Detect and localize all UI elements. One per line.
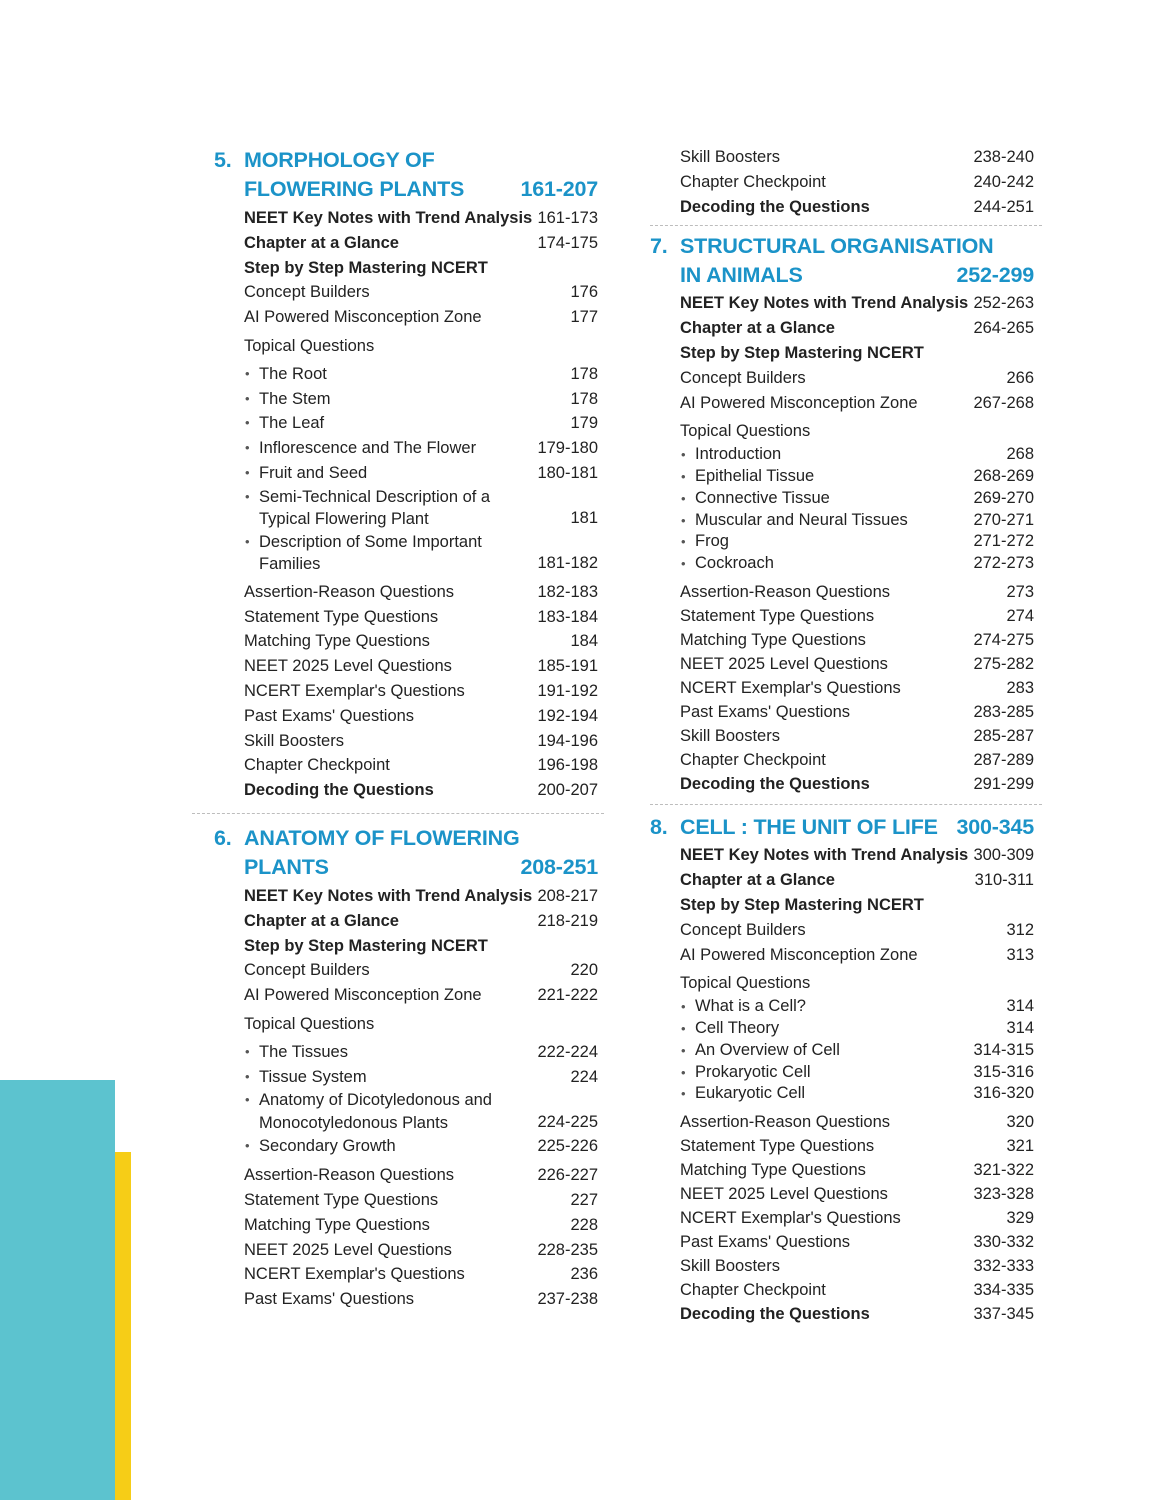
chapter-title-line: MORPHOLOGY OF — [244, 148, 435, 172]
toc-section-heading: Step by Step Mastering NCERT — [244, 936, 488, 955]
decorative-teal-bar — [0, 1080, 115, 1500]
toc-section-heading: Step by Step Mastering NCERT — [680, 896, 924, 915]
chapter-number: 5. — [214, 148, 232, 172]
toc-entry[interactable]: Skill Boosters 332-333 — [680, 1257, 1034, 1276]
toc-entry[interactable]: Skill Boosters 194-196 — [244, 731, 598, 750]
section-divider — [192, 813, 604, 814]
toc-entry[interactable]: Skill Boosters 285-287 — [680, 726, 1034, 745]
toc-bullet-entry[interactable]: • Epithelial Tissue 268-269 — [680, 466, 1040, 488]
chapter-title-line: CELL : THE UNIT OF LIFE — [680, 815, 938, 840]
toc-bullet-entry[interactable]: • Introduction 268 — [680, 444, 1040, 466]
toc-entry[interactable]: NCERT Exemplar's Questions 191-192 — [244, 681, 598, 700]
toc-entry[interactable]: Matching Type Questions 184 — [244, 632, 598, 651]
toc-entry[interactable]: Assertion-Reason Questions 320 — [680, 1113, 1034, 1132]
toc-bullet-entry[interactable]: • Cell Theory 314 — [680, 1018, 1040, 1040]
toc-bullet-entry[interactable]: • Secondary Growth 225-226 — [244, 1134, 604, 1159]
toc-entry[interactable]: Matching Type Questions 321-322 — [680, 1161, 1034, 1180]
chapter-page-range: 300-345 — [956, 815, 1034, 840]
toc-entry[interactable]: Statement Type Questions 321 — [680, 1137, 1034, 1156]
toc-bullet-entry[interactable]: • Muscular and Neural Tissues 270-271 — [680, 510, 1040, 532]
toc-bullet-entry[interactable]: • An Overview of Cell 314-315 — [680, 1040, 1040, 1062]
chapter-number: 7. — [650, 234, 668, 259]
toc-bullet-entry[interactable]: • Frog 271-272 — [680, 531, 1040, 553]
toc-entry[interactable]: Concept Builders 220 — [244, 961, 598, 980]
section-divider — [650, 804, 1042, 805]
toc-entry[interactable]: Chapter Checkpoint 240-242 — [680, 172, 1034, 191]
toc-section-heading: Topical Questions — [680, 422, 811, 441]
toc-entry[interactable]: Skill Boosters 238-240 — [680, 148, 1034, 166]
toc-section-heading: Topical Questions — [680, 974, 811, 993]
toc-entry[interactable]: Chapter at a Glance 264-265 — [680, 319, 1034, 338]
toc-entry[interactable]: Chapter Checkpoint 287-289 — [680, 750, 1034, 769]
chapter-7 — [650, 232, 1040, 796]
toc-bullet-entry[interactable]: • Cockroach 272-273 — [680, 553, 1040, 575]
toc-entry[interactable]: Chapter Checkpoint 196-198 — [244, 756, 598, 775]
toc-right-column — [650, 145, 1040, 1327]
toc-entry[interactable]: NEET Key Notes with Trend Analysis 161-173 — [244, 209, 598, 227]
toc-section-heading: Topical Questions — [244, 1014, 375, 1033]
chapter-8 — [650, 813, 1040, 1326]
toc-bullet-entry[interactable]: • The Root 178 — [244, 362, 604, 387]
toc-bullet-entry[interactable]: • The Leaf 179 — [244, 411, 604, 436]
toc-entry[interactable]: Assertion-Reason Questions 182-183 — [244, 582, 598, 601]
chapter-page-range: 208-251 — [520, 854, 598, 879]
toc-bullet-entry[interactable]: • Eukaryotic Cell 316-320 — [680, 1083, 1040, 1105]
toc-entry[interactable]: NCERT Exemplar's Questions 329 — [680, 1209, 1034, 1228]
toc-entry[interactable]: AI Powered Misconception Zone 221-222 — [244, 986, 598, 1005]
toc-entry[interactable]: Chapter at a Glance 310-311 — [680, 871, 1034, 890]
toc-bullet-entry[interactable]: • Inflorescence and The Flower 179-180 — [244, 436, 604, 461]
toc-entry[interactable]: Concept Builders 176 — [244, 283, 598, 302]
toc-section-heading: Topical Questions — [244, 336, 375, 355]
chapter-7-title[interactable] — [650, 232, 1040, 290]
toc-entry[interactable]: AI Powered Misconception Zone 177 — [244, 308, 598, 327]
toc-bullet-entry[interactable]: • What is a Cell? 314 — [680, 996, 1040, 1018]
chapter-title-line: PLANTS — [244, 854, 329, 879]
toc-entry[interactable]: NEET 2025 Level Questions 185-191 — [244, 657, 598, 676]
toc-entry[interactable]: NEET Key Notes with Trend Analysis 300-309 — [680, 846, 1034, 865]
toc-entry[interactable]: Decoding the Questions 200-207 — [244, 781, 598, 800]
chapter-title-line: ANATOMY OF FLOWERING — [244, 825, 520, 850]
chapter-title-line: IN ANIMALS — [680, 263, 803, 288]
toc-left-column — [214, 146, 604, 1312]
toc-entry[interactable]: Concept Builders 266 — [680, 368, 1034, 387]
toc-entry[interactable]: Statement Type Questions 227 — [244, 1190, 598, 1209]
toc-entry[interactable]: NEET Key Notes with Trend Analysis 208-217 — [244, 886, 598, 905]
toc-entry[interactable]: Past Exams' Questions 330-332 — [680, 1233, 1034, 1252]
toc-entry[interactable]: Assertion-Reason Questions 273 — [680, 582, 1034, 601]
chapter-page-range: 161-207 — [520, 177, 598, 201]
chapter-5-title[interactable] — [214, 146, 604, 204]
chapter-8-title[interactable] — [650, 813, 1040, 842]
toc-entry[interactable]: Chapter at a Glance 174-175 — [244, 233, 598, 252]
chapter-title-line: FLOWERING PLANTS — [244, 177, 465, 201]
toc-bullet-entry[interactable]: • Description of Some Important Families 181-182 — [244, 531, 604, 576]
toc-section-heading: Step by Step Mastering NCERT — [244, 258, 488, 277]
toc-entry[interactable]: Decoding the Questions 337-345 — [680, 1305, 1034, 1324]
toc-entry[interactable]: NEET 2025 Level Questions 275-282 — [680, 654, 1034, 673]
toc-entry[interactable]: Past Exams' Questions 192-194 — [244, 706, 598, 725]
toc-entry[interactable]: Statement Type Questions 183-184 — [244, 607, 598, 626]
toc-entry[interactable]: NEET Key Notes with Trend Analysis 252-263 — [680, 294, 1034, 313]
chapter-title-line: STRUCTURAL ORGANISATION — [680, 234, 994, 259]
chapter-6-continued — [650, 145, 1040, 219]
toc-bullet-entry[interactable]: • Fruit and Seed 180-181 — [244, 461, 604, 486]
toc-bullet-entry[interactable]: • Anatomy of Dicotyledonous and Monocotyledonous Plants 224-225 — [244, 1089, 604, 1134]
toc-bullet-entry[interactable]: • The Stem 178 — [244, 387, 604, 412]
chapter-5 — [214, 146, 604, 803]
toc-section-heading: Step by Step Mastering NCERT — [680, 343, 924, 362]
toc-entry[interactable]: NCERT Exemplar's Questions 283 — [680, 678, 1034, 697]
toc-entry[interactable]: Decoding the Questions 244-251 — [680, 197, 1034, 216]
toc-bullet-entry[interactable]: • Prokaryotic Cell 315-316 — [680, 1062, 1040, 1084]
toc-entry[interactable]: Past Exams' Questions 283-285 — [680, 702, 1034, 721]
toc-entry[interactable]: NEET 2025 Level Questions 228-235 — [244, 1240, 598, 1259]
toc-entry[interactable]: NEET 2025 Level Questions 323-328 — [680, 1185, 1034, 1204]
decorative-yellow-bar — [115, 1152, 131, 1500]
toc-entry[interactable]: Concept Builders 312 — [680, 920, 1034, 939]
toc-entry[interactable]: Chapter Checkpoint 334-335 — [680, 1281, 1034, 1300]
toc-bullet-entry[interactable]: • Semi-Technical Description of a Typical Flowering Plant 181 — [244, 486, 604, 531]
chapter-number: 6. — [214, 825, 232, 850]
toc-entry[interactable]: Past Exams' Questions 237-238 — [244, 1290, 598, 1309]
toc-entry[interactable]: Matching Type Questions 228 — [244, 1215, 598, 1234]
toc-entry[interactable]: NCERT Exemplar's Questions 236 — [244, 1265, 598, 1284]
toc-entry[interactable]: AI Powered Misconception Zone 313 — [680, 945, 1034, 964]
toc-bullet-entry[interactable]: • Connective Tissue 269-270 — [680, 488, 1040, 510]
toc-entry[interactable]: Decoding the Questions 291-299 — [680, 774, 1034, 793]
toc-entry[interactable]: Chapter at a Glance 218-219 — [244, 911, 598, 930]
section-divider — [650, 225, 1042, 226]
toc-bullet-entry[interactable]: • The Tissues 222-224 — [244, 1040, 604, 1065]
chapter-6 — [214, 824, 604, 1312]
toc-entry[interactable]: Assertion-Reason Questions 226-227 — [244, 1166, 598, 1185]
toc-entry[interactable]: AI Powered Misconception Zone 267-268 — [680, 393, 1034, 412]
toc-entry[interactable]: Matching Type Questions 274-275 — [680, 630, 1034, 649]
toc-bullet-entry[interactable]: • Tissue System 224 — [244, 1065, 604, 1090]
chapter-6-title[interactable] — [214, 824, 604, 882]
chapter-page-range: 252-299 — [956, 263, 1034, 288]
toc-entry[interactable]: Statement Type Questions 274 — [680, 606, 1034, 625]
chapter-number: 8. — [650, 815, 668, 840]
